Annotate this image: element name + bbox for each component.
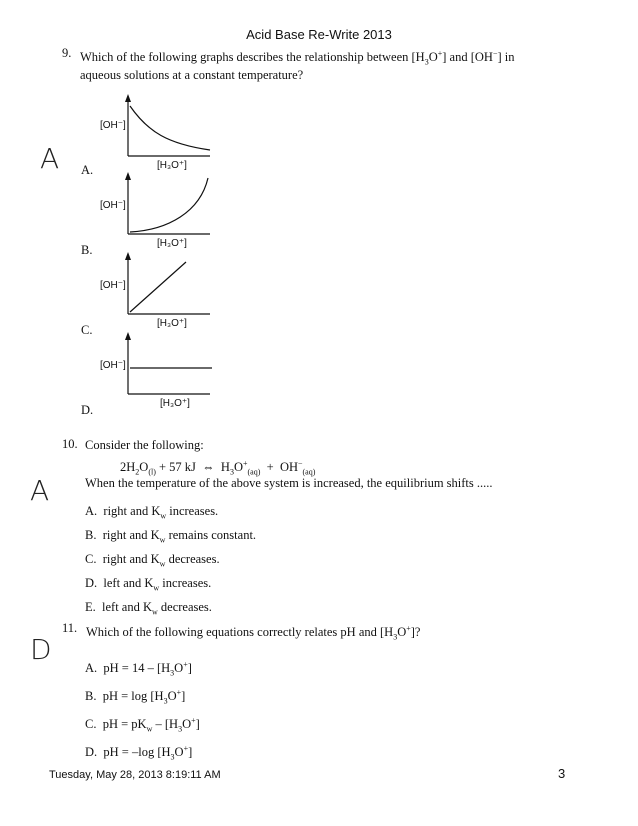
q10-option-text: left and K [103,576,154,591]
q11-option-a: A. pH = $14 - [H_3O^+]$ [85,660,192,678]
question-10-options [85,502,256,622]
q10-option-sub: w [159,559,166,569]
question-11-options [85,655,200,768]
question-10-number: 10. [62,437,78,451]
q9-option-c-xlabel: [H₃O⁺] [157,318,187,329]
q9-option-c-letter: C. [81,323,93,337]
q10-option-letter: B. [85,528,97,543]
q10-option-letter: D. [85,576,98,591]
question-9-number: 9. [62,46,72,60]
q10-option-text: decreases. [165,552,220,567]
q9-option-b-xlabel: [H₃O⁺] [157,238,187,249]
question-10-intro: Consider the following: [85,438,204,452]
q10-option-sub: w [159,535,166,545]
q9-graph-b [118,170,218,240]
q10-option-text: remains constant. [165,528,257,543]
q9-option-a-xlabel: [H₃O⁺] [157,160,187,171]
question-9-line1: Which of the following graphs describes the relationship between $[H_3O^+]$ and [OH−] in [80,49,515,67]
handwritten-answer-q11: D [30,633,52,666]
q9-option-a-ylabel: [OH⁻] [100,120,126,131]
handwritten-answer-q10: A [30,474,50,507]
q10-option-text: decreases. [157,600,212,615]
q10-option-text: left and K [102,600,152,615]
q9-graph-c [118,250,218,320]
handwritten-answer-q9: A [40,142,60,175]
q9-option-d-ylabel: [OH⁻] [100,360,126,371]
page-number: 3 [558,766,566,781]
footer-timestamp: Tuesday, May 28, 2013 8:19:11 AM [49,769,221,781]
q10-option-d [85,574,256,598]
q10-option-e [85,598,256,622]
q9-line1-mid2: ] and [OH [442,50,493,65]
q10-option-text: right and K [102,552,160,567]
q9-option-b-ylabel: [OH⁻] [100,200,126,211]
q10-option-text: right and K [102,528,160,543]
question-9-line2: aqueous solutions at a constant temperature? [80,68,304,82]
q9-option-d-letter: D. [81,403,94,417]
question-11-text: Which of the following equations correctly relates pH and $[H_3O^+]$? [86,624,421,642]
q10-option-sub: w [152,607,158,617]
q11-option-c: C. pH = $pK_w - [H_3O^+]$ [85,716,200,734]
q9-option-d-xlabel: [H₃O⁺] [160,398,190,409]
q9-option-b-letter: B. [81,243,93,257]
q10-option-b [85,526,256,550]
page-title: Acid Base Re-Write 2013 [246,27,392,42]
q11-option-b: B. pH = $\log [H_3O^+]$ [85,688,186,706]
q9-graph-d [118,330,218,400]
q10-option-letter: E. [85,600,96,615]
q9-option-a-letter: A. [81,163,94,177]
q10-option-letter: C. [85,552,97,567]
question-11-number: 11. [62,621,78,635]
q10-option-text: increases. [159,576,212,591]
q10-option-c [85,550,256,574]
q10-option-text: increases. [166,504,219,518]
q9-line1-prefix: Which of the following graphs describes the relationship between [H [80,50,425,65]
q10-option-sub: w [160,511,167,521]
q9-graph-a [118,92,218,162]
question-10-text: When the temperature of the above system is increased, the equilibrium shifts ..... [85,476,493,490]
q9-line1-mid1: O [428,50,438,65]
q9-option-c-ylabel: [OH⁻] [100,280,126,291]
q9-line1-suffix: ] in [497,50,515,65]
question-10-equation: $2H_2O_{(l)} + 57$ kJ ⇔ $H_3O^+_{(aq)} + OH^-_{(aq)}$ [120,459,316,477]
q10-option-sub: w [153,583,160,593]
q10-option-text: right and K [103,504,161,518]
q10-option-letter: A. [85,504,98,518]
q10-option-a [85,502,256,526]
q11-option-d: D. pH = –log $[H_3O^+]$ [85,744,193,763]
